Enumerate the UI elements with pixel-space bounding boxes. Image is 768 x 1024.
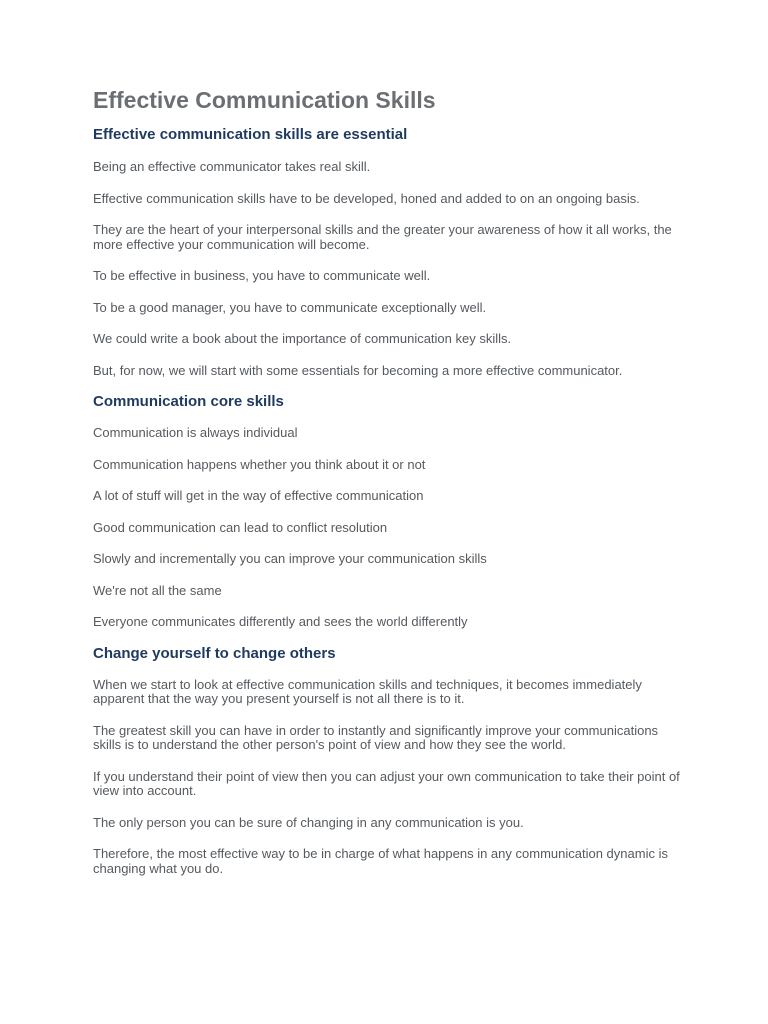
section-paragraphs xyxy=(93,160,688,378)
paragraph: To be effective in business, you have to communicate well. xyxy=(93,268,431,283)
paragraph: If you understand their point of view then you can adjust your own communication to take their point of view into account. xyxy=(93,768,680,798)
paragraph: Being an effective communicator takes real skill. xyxy=(93,159,371,174)
paragraph: To be a good manager, you have to communicate exceptionally well. xyxy=(93,299,487,315)
paragraph: When we start to look at effective communication skills and techniques, it becomes immediately apparent that the way you present yourself is not all there is to it. xyxy=(93,676,642,706)
paragraph: We could write a book about the importance of communication key skills. xyxy=(93,331,512,346)
section-essentials xyxy=(93,126,688,378)
paragraph: The only person you can be sure of changing in any communication is you. xyxy=(93,814,524,830)
paragraph: Therefore, the most effective way to be in charge of what happens in any communication dynamic is changing what you do. xyxy=(93,846,668,876)
paragraph: But, for now, we will start with some essentials for becoming a more effective communicator. xyxy=(93,362,623,378)
paragraph: Slowly and incrementally you can improve your communication skills xyxy=(93,551,487,566)
paragraph: Effective communication skills have to be developed, honed and added to on an ongoing basis. xyxy=(93,190,640,206)
section-core-skills xyxy=(93,393,688,630)
section-heading: Communication core skills xyxy=(93,393,284,410)
section-heading: Change yourself to change others xyxy=(93,644,336,662)
section-paragraphs xyxy=(93,678,688,877)
section-heading: Effective communication skills are essential xyxy=(93,126,408,143)
paragraph: We're not all the same xyxy=(93,582,222,598)
paragraph: A lot of stuff will get in the way of effective communication xyxy=(93,488,424,503)
paragraph: They are the heart of your interpersonal skills and the greater your awareness of how it all works, the more effective your communication will become. xyxy=(93,222,672,252)
section-paragraphs xyxy=(93,426,688,630)
document-title: Effective Communication Skills xyxy=(93,87,436,113)
paragraph: Everyone communicates differently and sees the world differently xyxy=(93,614,468,629)
section-change-yourself xyxy=(93,645,688,877)
paragraph: Communication happens whether you think about it or not xyxy=(93,456,426,472)
paragraph: The greatest skill you can have in order to instantly and significantly improve your communications skills is to understand the other person's point of view and how they see the world. xyxy=(93,722,659,752)
paragraph: Communication is always individual xyxy=(93,425,298,440)
paragraph: Good communication can lead to conflict resolution xyxy=(93,519,388,535)
